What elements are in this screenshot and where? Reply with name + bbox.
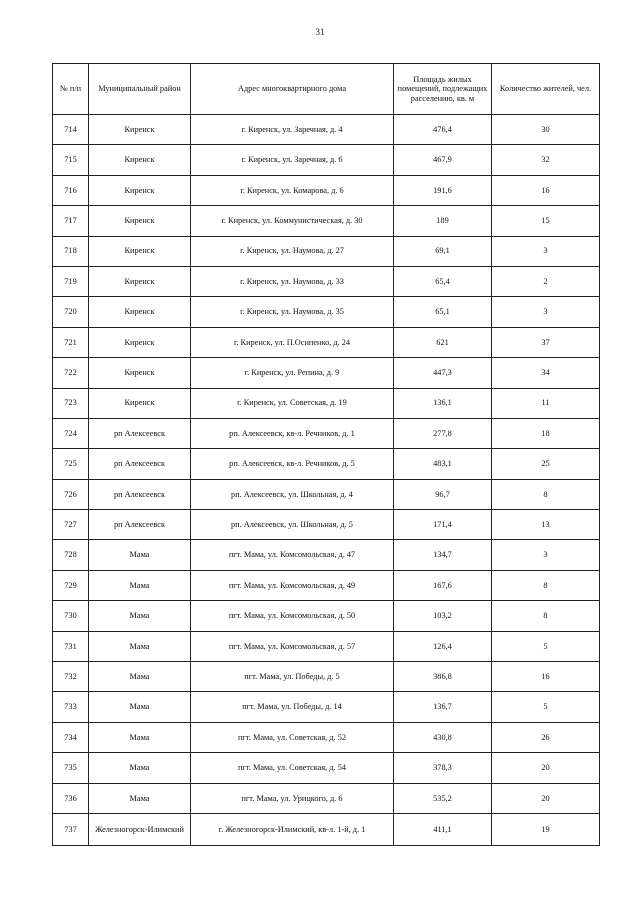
cell-number: 728 — [53, 540, 89, 570]
cell-number: 714 — [53, 115, 89, 145]
cell-address: г. Киренск, ул. Советская, д. 19 — [191, 388, 394, 418]
cell-district: рп Алексеевск — [89, 418, 191, 448]
cell-address: рп. Алексеевск, ул. Школьная, д. 4 — [191, 479, 394, 509]
cell-address: г. Киренск, ул. Наумова, д. 27 — [191, 236, 394, 266]
cell-number: 724 — [53, 418, 89, 448]
cell-residents: 8 — [492, 570, 600, 600]
cell-residents: 15 — [492, 206, 600, 236]
table-row — [53, 449, 600, 479]
cell-area: 467,9 — [394, 145, 492, 175]
table-row — [53, 418, 600, 448]
cell-area: 430,8 — [394, 722, 492, 752]
cell-residents: 34 — [492, 358, 600, 388]
cell-area: 378,3 — [394, 753, 492, 783]
cell-number: 716 — [53, 175, 89, 205]
cell-area: 621 — [394, 327, 492, 357]
table-row — [53, 692, 600, 722]
cell-residents: 16 — [492, 175, 600, 205]
table-row — [53, 570, 600, 600]
cell-area: 447,3 — [394, 358, 492, 388]
cell-number: 736 — [53, 783, 89, 813]
cell-address: г. Киренск, ул. Коммунистическая, д. 30 — [191, 206, 394, 236]
table-row — [53, 540, 600, 570]
cell-residents: 8 — [492, 601, 600, 631]
cell-district: Мама — [89, 722, 191, 752]
cell-area: 65,4 — [394, 266, 492, 296]
cell-address: пгт. Мама, ул. Комсомольская, д. 57 — [191, 631, 394, 661]
housing-resettlement-table — [52, 63, 600, 846]
cell-residents: 2 — [492, 266, 600, 296]
table-row — [53, 266, 600, 296]
header-area: Площадь жилых помещений, подлежащих расселению, кв. м — [394, 64, 492, 115]
cell-area: 69,1 — [394, 236, 492, 266]
header-number: № п/п — [53, 64, 89, 115]
cell-district: Киренск — [89, 115, 191, 145]
cell-residents: 26 — [492, 722, 600, 752]
cell-area: 134,7 — [394, 540, 492, 570]
cell-address: г. Киренск, ул. Комарова, д. 6 — [191, 175, 394, 205]
cell-number: 721 — [53, 327, 89, 357]
cell-residents: 11 — [492, 388, 600, 418]
cell-residents: 18 — [492, 418, 600, 448]
cell-address: пгт. Мама, ул. Советская, д. 52 — [191, 722, 394, 752]
cell-address: рп. Алексеевск, кв-л. Речников, д. 5 — [191, 449, 394, 479]
cell-district: Мама — [89, 783, 191, 813]
table-row — [53, 175, 600, 205]
header-address: Адрес многоквартирного дома — [191, 64, 394, 115]
cell-residents: 3 — [492, 236, 600, 266]
cell-address: рп. Алексеевск, ул. Школьная, д. 5 — [191, 510, 394, 540]
cell-address: пгт. Мама, ул. Комсомольская, д. 50 — [191, 601, 394, 631]
header-residents: Количество жителей, чел. — [492, 64, 600, 115]
table-body — [53, 115, 600, 846]
cell-address: г. Киренск, ул. Заречная, д. 4 — [191, 115, 394, 145]
table-row — [53, 388, 600, 418]
cell-district: Киренск — [89, 236, 191, 266]
cell-number: 722 — [53, 358, 89, 388]
cell-residents: 19 — [492, 813, 600, 845]
cell-area: 96,7 — [394, 479, 492, 509]
cell-area: 189 — [394, 206, 492, 236]
cell-address: г. Киренск, ул. П.Осипенко, д. 24 — [191, 327, 394, 357]
cell-district: Киренск — [89, 175, 191, 205]
cell-residents: 32 — [492, 145, 600, 175]
cell-address: пгт. Мама, ул. Комсомольская, д. 49 — [191, 570, 394, 600]
cell-residents: 20 — [492, 753, 600, 783]
cell-number: 735 — [53, 753, 89, 783]
header-row — [53, 64, 600, 115]
cell-number: 729 — [53, 570, 89, 600]
cell-area: 483,1 — [394, 449, 492, 479]
cell-address: г. Киренск, ул. Наумова, д. 33 — [191, 266, 394, 296]
cell-residents: 30 — [492, 115, 600, 145]
cell-number: 723 — [53, 388, 89, 418]
cell-address: пгт. Мама, ул. Комсомольская, д. 47 — [191, 540, 394, 570]
cell-district: Мама — [89, 570, 191, 600]
cell-district: Киренск — [89, 327, 191, 357]
table-header — [53, 64, 600, 115]
cell-number: 734 — [53, 722, 89, 752]
cell-district: Мама — [89, 540, 191, 570]
cell-address: рп. Алексеевск, кв-л. Речников, д. 1 — [191, 418, 394, 448]
cell-area: 136,7 — [394, 692, 492, 722]
header-district: Муниципальный район — [89, 64, 191, 115]
cell-address: г. Киренск, ул. Заречная, д. 6 — [191, 145, 394, 175]
cell-area: 65,1 — [394, 297, 492, 327]
cell-district: Мама — [89, 631, 191, 661]
cell-number: 717 — [53, 206, 89, 236]
cell-area: 535,2 — [394, 783, 492, 813]
table-row — [53, 479, 600, 509]
cell-address: пгт. Мама, ул. Урицкого, д. 6 — [191, 783, 394, 813]
cell-district: Киренск — [89, 388, 191, 418]
cell-area: 136,1 — [394, 388, 492, 418]
cell-number: 725 — [53, 449, 89, 479]
cell-address: г. Киренск, ул. Наумова, д. 35 — [191, 297, 394, 327]
cell-number: 719 — [53, 266, 89, 296]
table-row — [53, 601, 600, 631]
table-row — [53, 783, 600, 813]
cell-area: 126,4 — [394, 631, 492, 661]
cell-area: 167,6 — [394, 570, 492, 600]
cell-residents: 16 — [492, 662, 600, 692]
cell-number: 737 — [53, 813, 89, 845]
table-row — [53, 662, 600, 692]
cell-district: рп Алексеевск — [89, 449, 191, 479]
cell-number: 727 — [53, 510, 89, 540]
cell-address: пгт. Мама, ул. Победы, д. 5 — [191, 662, 394, 692]
cell-area: 277,8 — [394, 418, 492, 448]
cell-residents: 3 — [492, 540, 600, 570]
cell-address: пгт. Мама, ул. Победы, д. 14 — [191, 692, 394, 722]
cell-residents: 20 — [492, 783, 600, 813]
cell-number: 731 — [53, 631, 89, 661]
cell-area: 191,6 — [394, 175, 492, 205]
cell-address: г. Железногорск-Илимский, кв-л. 1-й, д. 1 — [191, 813, 394, 845]
cell-district: Мама — [89, 753, 191, 783]
cell-district: рп Алексеевск — [89, 510, 191, 540]
cell-district: Мама — [89, 692, 191, 722]
cell-residents: 13 — [492, 510, 600, 540]
cell-number: 715 — [53, 145, 89, 175]
table-row — [53, 297, 600, 327]
table-row — [53, 753, 600, 783]
cell-address: г. Киренск, ул. Репина, д. 9 — [191, 358, 394, 388]
cell-district: рп Алексеевск — [89, 479, 191, 509]
table-row — [53, 358, 600, 388]
cell-area: 386,8 — [394, 662, 492, 692]
cell-number: 732 — [53, 662, 89, 692]
table-row — [53, 813, 600, 845]
table-row — [53, 236, 600, 266]
cell-district: Киренск — [89, 358, 191, 388]
cell-address: пгт. Мама, ул. Советская, д. 54 — [191, 753, 394, 783]
page-number: 31 — [315, 27, 325, 37]
table-row — [53, 206, 600, 236]
table-row — [53, 631, 600, 661]
cell-number: 733 — [53, 692, 89, 722]
cell-district: Мама — [89, 601, 191, 631]
cell-residents: 37 — [492, 327, 600, 357]
cell-area: 171,4 — [394, 510, 492, 540]
cell-district: Мама — [89, 662, 191, 692]
cell-residents: 25 — [492, 449, 600, 479]
cell-residents: 5 — [492, 692, 600, 722]
cell-area: 103,2 — [394, 601, 492, 631]
cell-district: Железногорск-Илимский — [89, 813, 191, 845]
cell-number: 726 — [53, 479, 89, 509]
cell-district: Киренск — [89, 206, 191, 236]
cell-district: Киренск — [89, 297, 191, 327]
cell-residents: 5 — [492, 631, 600, 661]
cell-area: 476,4 — [394, 115, 492, 145]
table-row — [53, 510, 600, 540]
cell-residents: 8 — [492, 479, 600, 509]
cell-number: 720 — [53, 297, 89, 327]
cell-area: 411,1 — [394, 813, 492, 845]
table-row — [53, 115, 600, 145]
cell-district: Киренск — [89, 145, 191, 175]
cell-number: 718 — [53, 236, 89, 266]
cell-district: Киренск — [89, 266, 191, 296]
table-row — [53, 327, 600, 357]
cell-number: 730 — [53, 601, 89, 631]
table-row — [53, 145, 600, 175]
cell-residents: 3 — [492, 297, 600, 327]
table-row — [53, 722, 600, 752]
